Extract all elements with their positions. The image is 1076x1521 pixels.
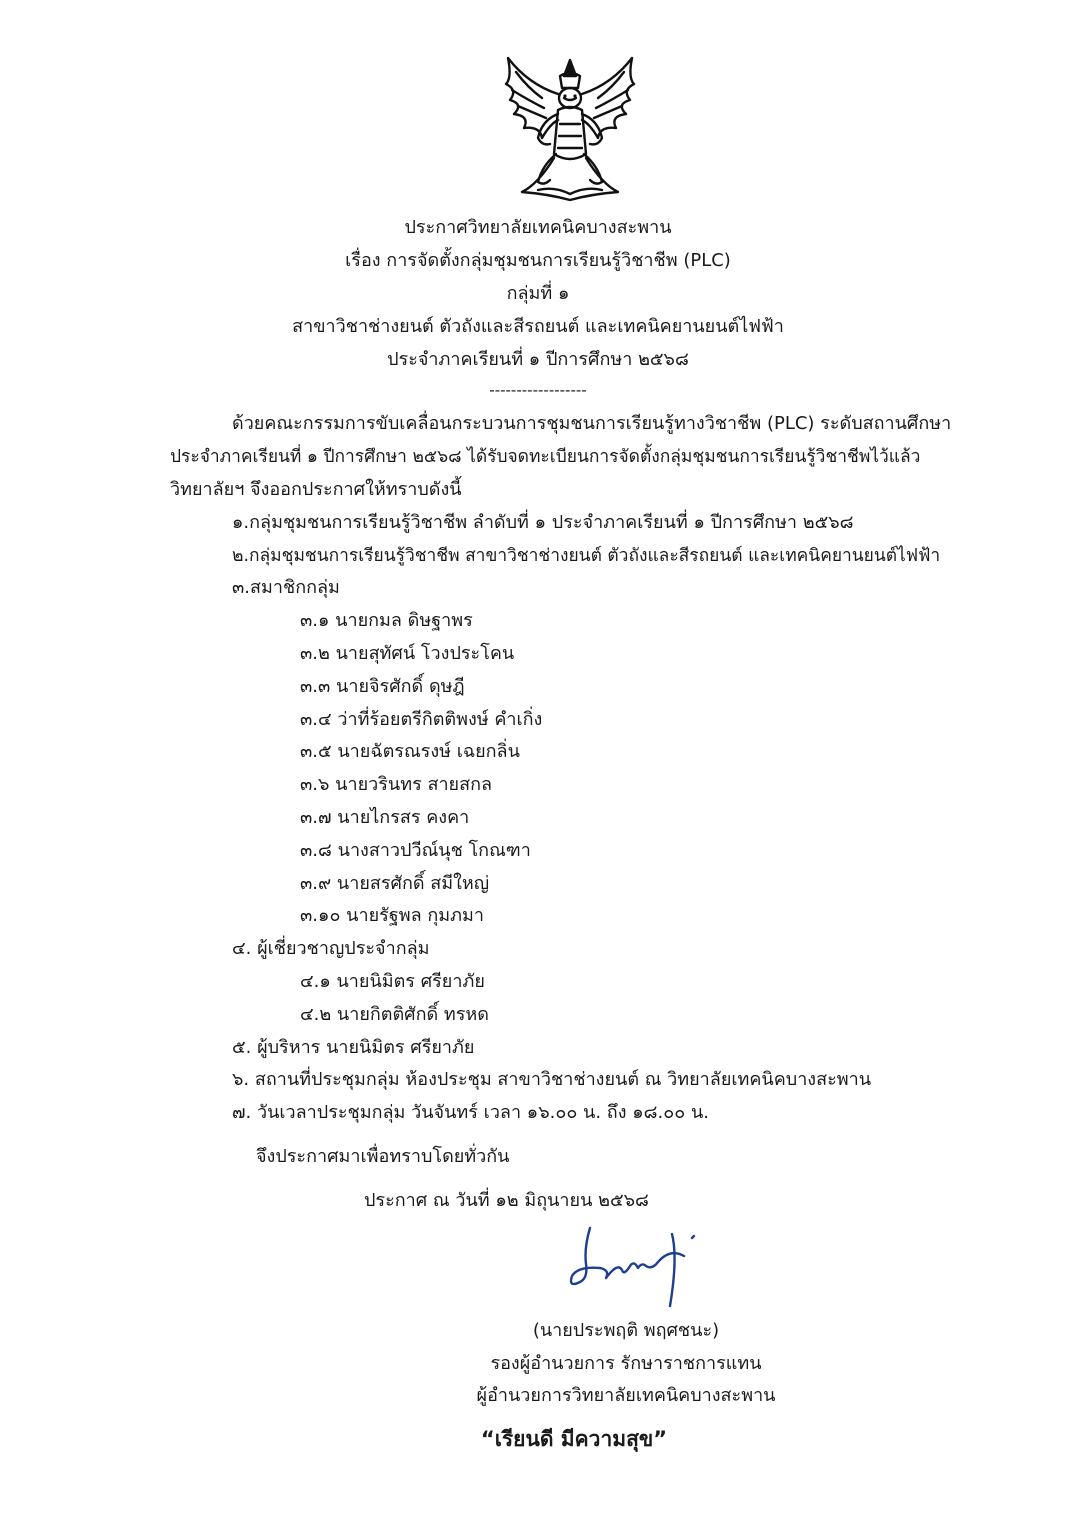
signer-position-2: ผู้อำนวยการวิทยาลัยเทคนิคบางสะพาน [476,1385,776,1406]
member-item: ๓.๑ นายกมล ดิษฐาพร [300,610,473,631]
item-6: ๖. สถานที่ประชุมกลุ่ม ห้องประชุม สาขาวิชาช่างยนต์ ณ วิทยาลัยเทคนิคบางสะพาน [232,1069,872,1090]
item-3: ๓.สมาชิกกลุ่ม [232,577,340,598]
member-item: ๓.๖ นายวรินทร สายสกล [300,774,493,795]
expert-item: ๔.๑ นายนิมิตร ศรียาภัย [300,971,485,992]
member-item: ๓.๗ นายไกรสร คงคา [300,807,470,828]
item-4: ๔. ผู้เชี่ยวชาญประจำกลุ่ม [232,938,430,959]
header-semester: ประจำภาคเรียนที่ ๑ ปีการศึกษา ๒๕๖๘ [387,349,689,370]
member-item: ๓.๙ นายสรศักดิ์ สมีใหญ่ [300,873,490,894]
garuda-emblem-icon [498,54,642,206]
item-2: ๒.กลุ่มชุมชนการเรียนรู้วิชาชีพ สาขาวิชาช่างยนต์ ตัวถังและสีรถยนต์ และเทคนิคยานยนต์ไฟฟ้า [232,546,941,566]
intro-line-3: วิทยาลัยฯ จึงออกประกาศให้ทราบดังนี้ [170,479,462,500]
slogan: “เรียนดี มีความสุข” [480,1427,668,1451]
signer-position-1: รองผู้อำนวยการ รักษาราชการแทน [490,1353,762,1374]
item-7: ๗. วันเวลาประชุมกลุ่ม วันจันทร์ เวลา ๑๖.๐๐ น. ถึง ๑๘.๐๐ น. [232,1102,709,1123]
item-5: ๕. ผู้บริหาร นายนิมิตร ศรียาภัย [232,1037,475,1058]
intro-line-2: ประจำภาคเรียนที่ ๑ ปีการศึกษา ๒๕๖๘ ได้รับจดทะเบียนการจัดตั้งกลุ่มชุมชนการเรียนรู้วิชาชีพไว้แล้ว [170,447,921,467]
header-divider: ------------------ [489,381,587,399]
header-title: ประกาศวิทยาลัยเทคนิคบางสะพาน [404,217,672,238]
signer-name: (นายประพฤติ พฤศชนะ) [532,1320,720,1341]
header-subject: เรื่อง การจัดตั้งกลุ่มชุมชนการเรียนรู้วิชาชีพ (PLC) [345,250,731,271]
handwritten-signature-icon [560,1218,710,1310]
item-1: ๑.กลุ่มชุมชนการเรียนรู้วิชาชีพ ลำดับที่ ๑ ประจำภาคเรียนที่ ๑ ปีการศึกษา ๒๕๖๘ [232,512,854,533]
announcement-date: ประกาศ ณ วันที่ ๑๒ มิถุนายน ๒๕๖๘ [364,1190,649,1211]
member-item: ๓.๔ ว่าที่ร้อยตรีกิตติพงษ์ คำเกิ่ง [300,709,543,730]
member-item: ๓.๒ นายสุทัศน์ โวงประโคน [300,643,515,664]
member-item: ๓.๕ นายฉัตรณรงษ์ เฉยกลิ่น [300,741,520,762]
intro-line-1: ด้วยคณะกรรมการขับเคลื่อนกระบวนการชุมชนการเรียนรู้ทางวิชาชีพ (PLC) ระดับสถานศึกษา [232,413,952,434]
header-group-number: กลุ่มที่ ๑ [506,283,570,304]
member-item: ๓.๑๐ นายรัฐพล กุมภมา [300,905,484,926]
member-item: ๓.๓ นายจิรศักดิ์ ดุษฎี [300,676,465,697]
closing-announce: จึงประกาศมาเพื่อทราบโดยทั่วกัน [256,1146,510,1167]
expert-item: ๔.๒ นายกิตติศักดิ์ ทรหด [300,1004,489,1025]
member-item: ๓.๘ นางสาวปวีณ์นุช โกณฑา [300,840,531,861]
header-department: สาขาวิชาช่างยนต์ ตัวถังและสีรถยนต์ และเทคนิคยานยนต์ไฟฟ้า [292,316,784,337]
